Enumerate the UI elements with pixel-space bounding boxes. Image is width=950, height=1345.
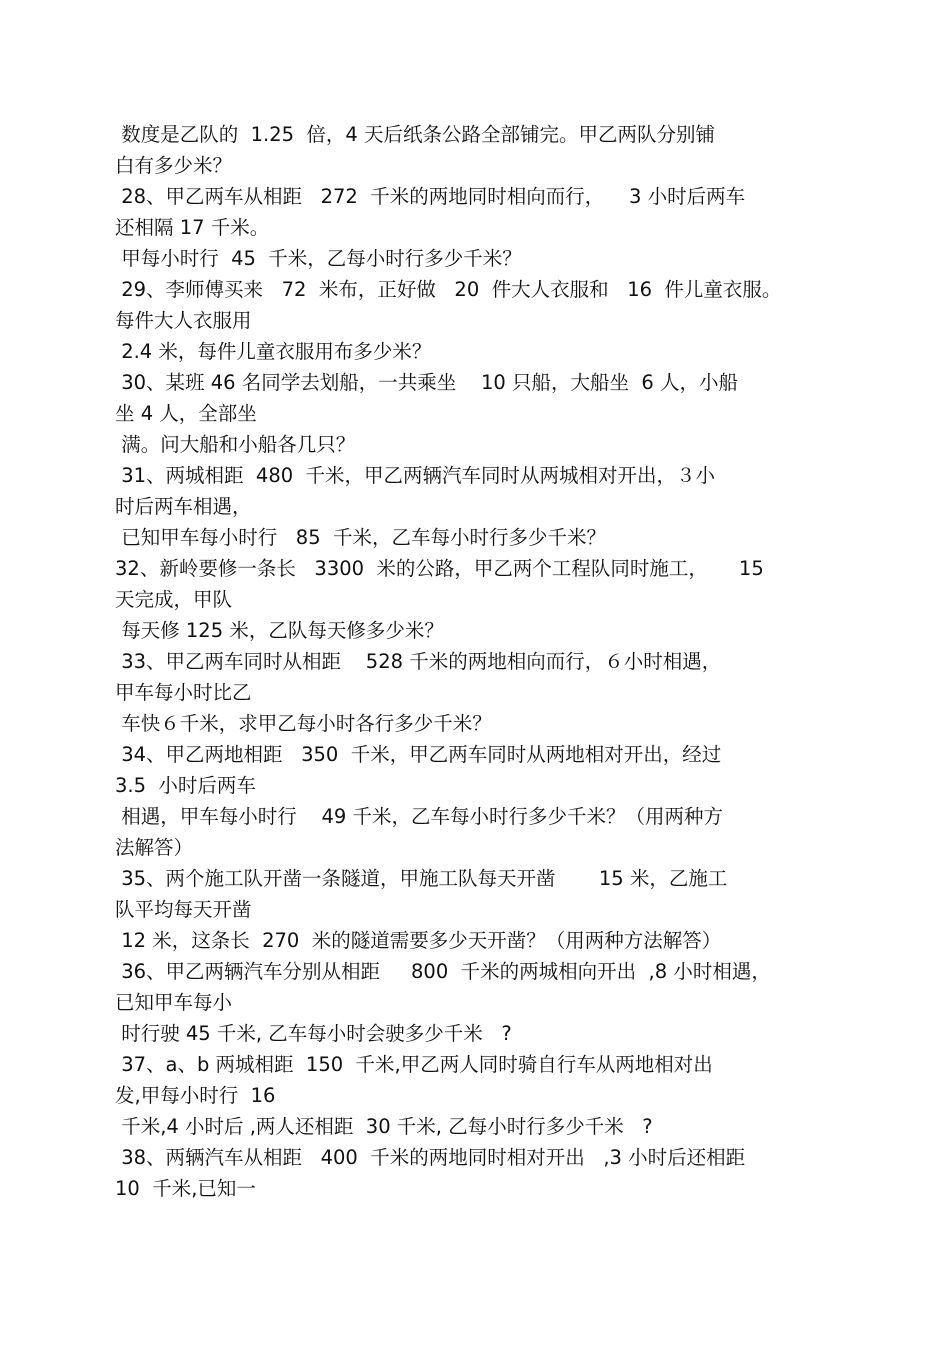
- text-line: 时行驶 45 千米, 乙车每小时会驶多少千米 ?: [115, 1022, 512, 1045]
- text-line: 38、两辆汽车从相距 400 千米的两地同时相对开出 ,3 小时后还相距: [115, 1146, 746, 1169]
- text-line: 32、新岭要修一条长 3300 米的公路，甲乙两个工程队同时施工， 15: [115, 557, 764, 580]
- text-line: 35、两个施工队开凿一条隧道，甲施工队每天开凿 15 米，乙施工: [115, 867, 728, 890]
- text-line: 坐 4 人，全部坐: [115, 402, 257, 425]
- text-line: 车快６千米，求甲乙每小时各行多少千米？: [115, 712, 492, 735]
- text-line: 31、两城相距 480 千米，甲乙两辆汽车同时从两城相对开出，３小: [115, 464, 716, 487]
- text-line: 12 米，这条长 270 米的隧道需要多少天开凿？（用两种方法解答）: [115, 929, 722, 952]
- text-line: 已知甲车每小时行 85 千米，乙车每小时行多少千米？: [115, 526, 607, 549]
- text-line: 发,甲每小时行 16: [115, 1084, 276, 1107]
- text-line: 每件大人衣服用: [115, 309, 252, 332]
- text-line: 30、某班 46 名同学去划船，一共乘坐 10 只船，大船坐 6 人，小船: [115, 371, 739, 394]
- text-line: 34、甲乙两地相距 350 千米，甲乙两车同时从两地相对开出，经过: [115, 743, 722, 766]
- document-text-block: [115, 119, 850, 1204]
- text-line: 数度是乙队的 1.25 倍，4 天后纸条公路全部铺完。甲乙两队分别铺: [115, 123, 716, 146]
- text-line: 36、甲乙两辆汽车分别从相距 800 千米的两城相向开出 ,8 小时相遇，: [115, 960, 771, 983]
- text-line: 已知甲车每小: [115, 991, 233, 1014]
- text-line: 每天修 125 米，乙队每天修多少米？: [115, 619, 444, 642]
- text-line: 天完成，甲队: [115, 588, 233, 611]
- text-line: 3.5 小时后两车: [115, 774, 256, 797]
- text-line: 白有多少米？: [115, 154, 233, 177]
- text-line: 37、a、b 两城相距 150 千米,甲乙两人同时骑自行车从两地相对出: [115, 1053, 713, 1076]
- text-line: 相遇，甲车每小时行 49 千米，乙车每小时行多少千米？（用两种方: [115, 805, 724, 828]
- text-line: 28、甲乙两车从相距 272 千米的两地同时相向而行， 3 小时后两车: [115, 185, 746, 208]
- text-line: 时后两车相遇，: [115, 495, 252, 518]
- text-line: 甲每小时行 45 千米，乙每小时行多少千米？: [115, 247, 522, 270]
- text-line: 法解答）: [115, 836, 194, 859]
- text-line: 10 千米,已知一: [115, 1177, 256, 1200]
- text-line: 甲车每小时比乙: [115, 681, 252, 704]
- text-line: 还相隔 17 千米。: [115, 216, 270, 239]
- text-line: 队平均每天开凿: [115, 898, 252, 921]
- text-line: 29、李师傅买来 72 米布，正好做 20 件大人衣服和 16 件儿童衣服。: [115, 278, 782, 301]
- text-line: 千米,4 小时后 ,两人还相距 30 千米, 乙每小时行多少千米 ?: [115, 1115, 653, 1138]
- text-line: 2.4 米，每件儿童衣服用布多少米？: [115, 340, 432, 363]
- text-line: 33、甲乙两车同时从相距 528 千米的两地相向而行，６小时相遇，: [115, 650, 722, 673]
- text-line: 满。问大船和小船各几只？: [115, 433, 356, 456]
